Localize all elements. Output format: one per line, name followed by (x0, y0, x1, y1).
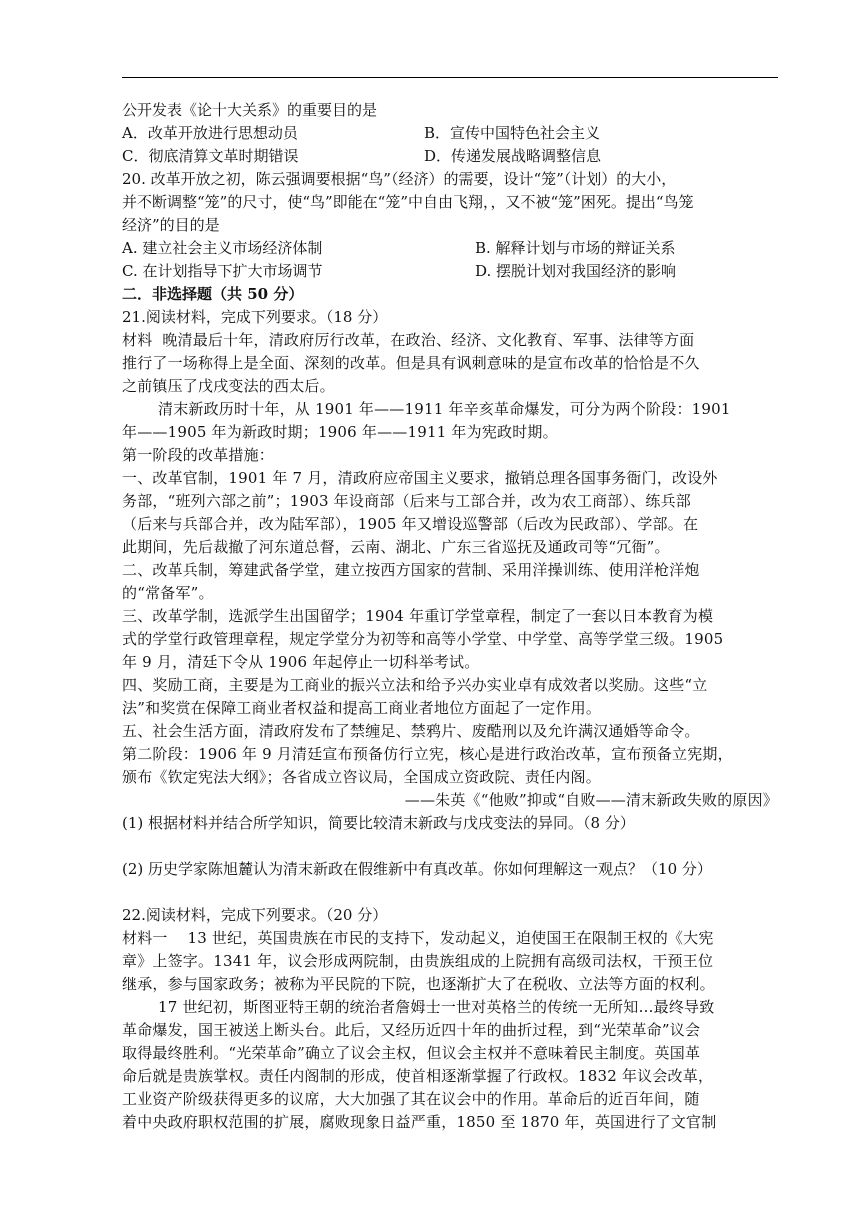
q22-material-line: 章》上签字。1341 年，议会形成两院制，由贵族组成的上院拥有高级司法权，干预王位 (122, 952, 714, 970)
q21-material-line: 四、奖励工商，主要是为工商业的振兴立法和给予兴办实业卓有成效者以奖励。这些“立 (122, 676, 708, 694)
q22-material-line: 17 世纪初，斯图亚特王朝的统治者詹姆士一世对英格兰的传统一无所知…最终导致 (158, 998, 715, 1016)
q21-material-line: 第一阶段的改革措施： (122, 446, 275, 464)
section-heading: 二．非选择题（共 50 分） (122, 285, 304, 303)
q21-material-line: 材料 晚清最后十年，清政府厉行改革，在政治、经济、文化教育、军事、法律等方面 (122, 331, 695, 349)
q20-option-d: D. 摆脱计划对我国经济的影响 (475, 262, 677, 280)
q22-material-line: 着中央政府职权范围的扩展，腐败现象日益严重，1850 至 1870 年，英国进行了文官制 (122, 1113, 717, 1131)
q21-material-line: （后来与兵部合并，改为陆军部），1905 年又增设巡警部（后改为民政部）、学部。在 (122, 515, 699, 533)
q21-material-line: 年——1905 年为新政时期；1906 年——1911 年为宪政时期。 (122, 423, 558, 441)
q21-title: 21.阅读材料，完成下列要求。（18 分） (122, 308, 388, 326)
q22-material-line: 工业资产阶级获得更多的议席，大大加强了其在议会中的作用。革命后的近百年间，随 (122, 1090, 700, 1108)
q22-material-line: 取得最终胜利。“光荣革命”确立了议会主权，但议会主权并不意味着民主制度。英国革 (122, 1044, 701, 1062)
q21-material-line: 年 9 月，清廷下令从 1906 年起停止一切科举考试。 (122, 653, 480, 671)
q20-stem-line: 并不断调整“笼”的尺寸，使“鸟”即能在“笼”中自由飞翔，，又不被“笼”困死。提出“鸟笼 (122, 193, 694, 211)
q19-option-d: D．传递发展战略调整信息 (424, 147, 602, 165)
q21-source: ——朱英《“他败”抑或“自败——清末新政失败的原因》 (404, 791, 778, 809)
q19-option-b: B．宣传中国特色社会主义 (424, 124, 601, 142)
q22-material-line: 材料一 13 世纪，英国贵族在市民的支持下，发动起义，迫使国王在限制王权的《大宪 (122, 929, 714, 947)
q19-options-row-1 (122, 122, 778, 145)
q21-material-line: 此期间，先后裁撤了河东道总督，云南、湖北、广东三省巡抚及通政司等“冗衙”。 (122, 538, 670, 556)
answer-space (122, 881, 778, 904)
q21-material-line: 法”和奖赏在保障工商业者权益和提高工商业者地位方面起了一定作用。 (122, 699, 602, 717)
q19-options-row-2 (122, 145, 778, 168)
q19-stem-tail: 公开发表《论十大关系》的重要目的是 (122, 101, 378, 119)
q20-option-b: B. 解释计划与市场的辩证关系 (475, 239, 676, 257)
q21-material-line: 一、改革官制，1901 年 7 月，清政府应帝国主义要求，撤销总理各国事务衙门，改设外 (122, 469, 718, 487)
q21-material-line: 第二阶段：1906 年 9 月清廷宣布预备仿行立宪，核心是进行政治改革，宣布预备立宪期， (122, 745, 733, 763)
q22-material-line: 继承，参与国家政务；被称为平民院的下院，也逐渐扩大了在税收、立法等方面的权利。 (122, 975, 715, 993)
q21-material-line: 务部，“班列六部之前”；1903 年设商部（后来与工部合并，改为农工商部）、练兵部 (122, 492, 691, 510)
q21-subquestion-1: (1) 根据材料并结合所学知识，简要比较清末新政与戊戌变法的异同。（8 分） (122, 814, 635, 832)
q20-stem-line: 经济”的目的是 (122, 216, 220, 234)
exam-page (122, 99, 778, 1134)
q22-title: 22.阅读材料，完成下列要求。（20 分） (122, 906, 388, 924)
q22-material-line: 革命爆发，国王被送上断头台。此后，又经历近四十年的曲折过程，到“光荣革命”议会 (122, 1021, 701, 1039)
q20-option-c: C. 在计划指导下扩大市场调节 (122, 262, 323, 280)
q19-option-c: C．彻底清算文革时期错误 (122, 147, 299, 165)
q20-options-row-1 (122, 237, 778, 260)
q21-material-line: 的“常备军”。 (122, 584, 214, 602)
q21-material-line: 三、改革学制，选派学生出国留学；1904 年重订学堂章程，制定了一套以日本教育为模 (122, 607, 714, 625)
q20-options-row-2 (122, 260, 778, 283)
q19-option-a: A．改革开放进行思想动员 (122, 124, 298, 142)
q21-subquestion-2: (2) 历史学家陈旭麓认为清末新政在假维新中有真改革。你如何理解这一观点？（10 分） (122, 860, 712, 878)
q22-material-line: 命后就是贵族掌权。责任内阁制的形成，使首相逐渐掌握了行政权。1832 年议会改革， (122, 1067, 714, 1085)
q21-material-line: 五、社会生活方面，清政府发布了禁缠足、禁鸦片、废酷刑以及允许满汉通婚等命令。 (122, 722, 700, 740)
q21-material-line: 推行了一场称得上是全面、深刻的改革。但是具有讽刺意味的是宣布改革的恰恰是不久 (122, 354, 700, 372)
answer-space (122, 835, 778, 858)
q21-material-line: 之前镇压了戊戌变法的西太后。 (122, 377, 335, 395)
q20-option-a: A. 建立社会主义市场经济体制 (122, 239, 323, 257)
q21-material-line: 清末新政历时十年，从 1901 年——1911 年辛亥革命爆发，可分为两个阶段：1901 (158, 400, 731, 418)
q21-material-line: 颁布《钦定宪法大纲》；各省成立咨议局，全国成立资政院、责任内阁。 (122, 768, 601, 786)
q21-material-line: 式的学堂行政管理章程，规定学堂分为初等和高等小学堂、中学堂、高等学堂三级。1905 (122, 630, 724, 648)
q20-stem-line: 20. 改革开放之初，陈云强调要根据“鸟”（经济）的需要，设计“笼”（计划）的大小， (122, 170, 677, 188)
q21-material-line: 二、改革兵制，筹建武备学堂，建立按西方国家的营制、采用洋操训练、使用洋枪洋炮 (122, 561, 700, 579)
header-rule (122, 77, 778, 78)
